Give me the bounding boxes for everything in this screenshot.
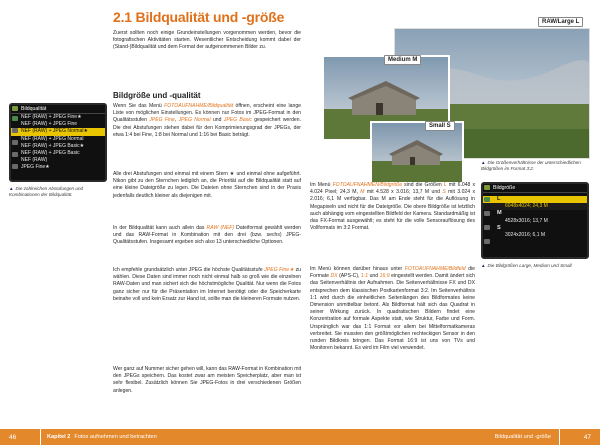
photo-landscape-small <box>372 123 462 182</box>
menu-item[interactable]: S <box>497 224 501 231</box>
menu-item[interactable]: M <box>497 210 502 217</box>
page-number-left: 46 <box>9 433 17 441</box>
menu-side-icon-3 <box>484 225 490 230</box>
menu-side-icon-1 <box>12 116 18 121</box>
caption-bildgroesse: ▲ Die Bildgrößen Large, Medium und Small. <box>481 263 573 268</box>
menu-item-selected[interactable]: NEF (RAW) + JPEG Normal★ <box>11 128 105 135</box>
paragraph-5: Wer ganz auf Nummer sicher gehen will, kann das RAW-Format in Kombination mit den JPEGs speichern. Das kostet zwar am meisten Speicherplatz, aber man ist sehr flexibel. Zusätzlich können Sie JPEG-Fotos in drei verschiedenen Größen anlegen. <box>113 366 301 394</box>
paragraph-right-1: Im Menü FOTOAUFNAHMEN/Bildgröße sind die Größen L mit 6.048 x 4.024 Pixel; 24,3 M, M mit 4.528 x 3.016; 13,7 M und S mit 3.024 x 2.016; 6,1 M verfügbar. Das M am Ende steht für die Auflösung in Megapixeln und nicht für die Dateigröße. Die obere Bildgröße ist letztlich auch abhängig vom eingestellten Bildfeld der Kamera. Standardmäßig ist das FX-Format ausgewählt; es steht für die volle Sensorauflösung des Vollformats im 3:2 Format. <box>310 182 475 232</box>
paragraph-4: Ich empfehle grundsätzlich unter JPEG die höchste Qualitätsstufe JPEG Fine★ zu wählen. Diese Daten sind immer noch nicht einmal halb so groß wie die einzelnen RAW-Daten und man sichert sich die höchstmögliche Qualität. Nur wenn die Fotos ganz sicher nur für die Präsentation im Internet benötigt oder die Speicherkarte beinahe voll und kein Ersatz zur Hand ist, sollte man die kleineren Formate nutzen. <box>113 267 301 302</box>
footer-right-bar <box>300 429 600 445</box>
paragraph-1: Wenn Sie das Menü FOTOAUFNAHME/Bildqualität öffnen, erscheint eine lange Liste von möglichen Einstellungen. Es können nur Fotos im JPEG-Format in den Qualitätsstufen JPEG Fine, JPEG Normal und JPEG Basic gespeichert werden. Die drei Abstufungen stehen dabei für den Komprimierungsgrad der JPEGs, der etwa 1:4 bei Fine, 1:8 bei Normal und 1:16 bei Basic beträgt. <box>113 103 301 138</box>
footer-left-bar <box>0 429 300 445</box>
menu-side-icon-3 <box>12 140 18 145</box>
menu-item[interactable]: NEF (RAW) + JPEG Fine★ <box>21 114 82 120</box>
menu-item-selected-detail[interactable]: 6048x4024; 24,3 M <box>483 203 587 210</box>
menu-side-icon-1 <box>484 197 490 202</box>
camera-icon <box>484 185 490 190</box>
caption-groessenverhaeltnisse: ▲ Die Größenverhältnisse der unterschiedlichen Bildgrößen im Format 3:2. <box>481 160 581 171</box>
menu-path-bildfeld: FOTOAUFNAHME/Bildfeld <box>404 266 466 272</box>
menu-side-icon-2 <box>12 128 18 133</box>
section-title: 2.1 Bildqualität und -größe <box>113 9 285 25</box>
menu-title: Bildqualität <box>11 105 105 114</box>
menu-item-detail: 4528x3016; 13,7 M <box>505 217 548 224</box>
caption-arrow-icon: ▲ <box>481 263 486 268</box>
camera-icon <box>12 106 18 111</box>
menu-side-icon-5 <box>12 164 18 169</box>
label-raw-large: RAW/Large L <box>538 17 583 27</box>
intro-paragraph: Zuerst sollten noch einige Grundeinstellungen vorgenommen werden, bevor die fotografischen Aktivitäten starten. Wesentlicher Entscheidung kommt dabei der (Stand-)Bildqualität und dem Format der aufgenommenen Bilder zu. <box>113 30 301 51</box>
menu-item-selected[interactable]: L <box>483 196 587 203</box>
caption-arrow-icon: ▲ <box>481 160 486 165</box>
menu-item-detail: 3024x2016; 6,1 M <box>505 232 546 239</box>
paragraph-right-2: Im Menü können darüber hinaus unter FOTOAUFNAHME/Bildfeld die Formate DX (APS-C), 1:1 und 16:9 eingestellt werden. Damit ändert sich das Seitenverhältnis der Aufnahmen. Die Seitenverhältnisse FX und DX entsprechen dem klassischen Postkartenformat 3:2. Im Seitenverhältnis 1:1 wird durch die einheitlichen Seitenlängen des Bildformates keine Dimension unmittelbar betont. Als Bildformat hält sich das Quadrat in seiner Wirkung zurück. In quadratischen Bildern findet eine Konzentration auf formale Aspekte statt, wie Struktur, Farbe und Form. Ursprünglich war das 1:1 Format vor allem bei Mittelformatkameras verbreitet. Sie mussten den größtmöglichen rechteckigen Sensor in den runden Bildkreis bringen. Das Format 16:9 ist uns von TVs und Monitoren bekannt. Es wird im Film viel verwendet. <box>310 266 475 352</box>
menu-side-icon-4 <box>12 152 18 157</box>
paragraph-2: Alle drei Abstufungen sind einmal mit einem Stern ★ und einmal ohne aufgeführt. Nikon gibt zu den Sternchen lediglich an, die Priorität auf die Bildqualität statt auf eine kleine Dateigröße zu legen. Die Dateien ohne Sternchen sind in der Praxis jedenfalls deutlich kleiner als diejenigen mit. <box>113 171 301 199</box>
chapter-label: Kapitel 2 <box>47 434 71 440</box>
section-footer-title: Bildqualität und -größe <box>494 434 551 440</box>
caption-bildqualitaet: ▲ Die zahlreichen Abstufungen und Kombinationen der Bildqualität. <box>9 186 84 197</box>
menu-side-icon-4 <box>484 239 490 244</box>
caption-arrow-icon: ▲ <box>9 186 14 191</box>
menu-item[interactable]: NEF (RAW) + JPEG Basic★ <box>21 142 85 149</box>
menu-path-bildgroesse: FOTOAUFNAHMEN/Bildgröße <box>332 182 403 188</box>
menu-item[interactable]: NEF (RAW) <box>21 157 48 164</box>
menu-item[interactable]: NEF (RAW) + JPEG Basic <box>21 150 80 157</box>
subsection-title: Bildgröße und -qualität <box>113 91 201 100</box>
camera-menu-bildqualitaet <box>9 103 107 182</box>
menu-item[interactable]: NEF (RAW) + JPEG Normal <box>21 135 84 142</box>
menu-side-icon-2 <box>484 211 490 216</box>
menu-item[interactable]: NEF (RAW) + JPEG Fine <box>21 121 78 128</box>
camera-menu-bildgroesse <box>481 182 589 259</box>
chapter-title: Fotos aufnehmen und betrachten <box>74 434 157 440</box>
label-small: Small S <box>425 121 455 131</box>
page-number-right: 47 <box>583 433 591 441</box>
paragraph-3: In der Bildqualität kann auch allein das RAW (NEF) Dateiformat gewählt werden und das RAW-Format in Kombination mit den drei (bzw. sechs) JPEG-Qualitätsstufen. Insgesamt ergeben sich also 13 unterschiedliche Optionen. <box>113 225 301 246</box>
menu-title: Bildgröße <box>483 184 587 193</box>
menu-item[interactable]: JPEG Fine★ <box>21 164 50 171</box>
label-medium: Medium M <box>384 55 421 65</box>
menu-path-bildqualitaet: FOTOAUFNAHME/Bildqualität <box>164 103 234 109</box>
